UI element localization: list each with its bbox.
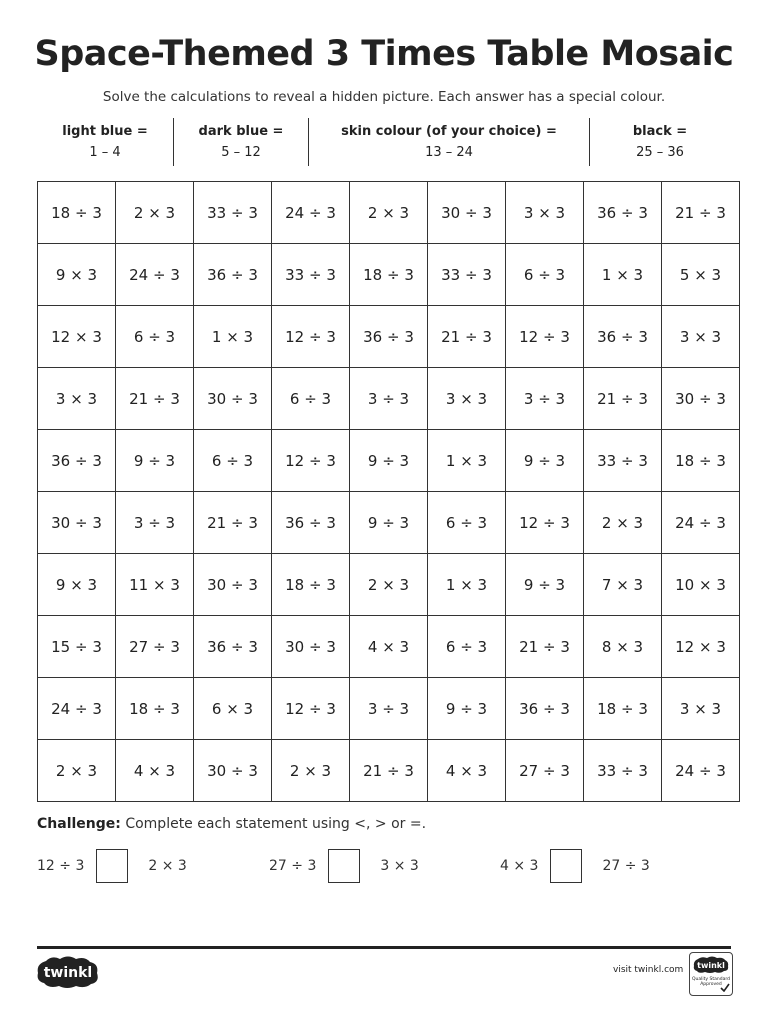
grid-cell[interactable]: 4 × 3 [116, 740, 194, 802]
grid-cell[interactable]: 3 × 3 [662, 678, 740, 740]
statement-left: 27 ÷ 3 [269, 858, 317, 874]
answer-box[interactable] [550, 849, 582, 883]
statement-left: 12 ÷ 3 [37, 858, 85, 874]
grid-cell[interactable]: 7 × 3 [584, 554, 662, 616]
grid-row [38, 244, 740, 306]
challenge-text: Complete each statement using <, > or =. [120, 816, 427, 832]
grid-row [38, 182, 740, 244]
grid-cell[interactable]: 12 ÷ 3 [272, 678, 350, 740]
key-range: 25 – 36 [636, 145, 684, 160]
challenge-instructions [37, 816, 426, 832]
grid-cell[interactable]: 6 ÷ 3 [194, 430, 272, 492]
grid-cell[interactable]: 9 ÷ 3 [350, 492, 428, 554]
grid-cell[interactable]: 36 ÷ 3 [38, 430, 116, 492]
grid-cell[interactable]: 6 ÷ 3 [116, 306, 194, 368]
grid-cell[interactable]: 3 ÷ 3 [350, 368, 428, 430]
grid-cell[interactable]: 36 ÷ 3 [194, 616, 272, 678]
comparison-statement [269, 849, 419, 883]
key-black [590, 118, 730, 166]
grid-cell[interactable]: 12 ÷ 3 [272, 306, 350, 368]
grid-row [38, 430, 740, 492]
grid-cell[interactable]: 33 ÷ 3 [428, 244, 506, 306]
challenge-label: Challenge: [37, 816, 121, 832]
grid-cell[interactable]: 30 ÷ 3 [272, 616, 350, 678]
grid-cell[interactable]: 18 ÷ 3 [662, 430, 740, 492]
grid-cell[interactable]: 21 ÷ 3 [428, 306, 506, 368]
grid-cell[interactable]: 3 ÷ 3 [116, 492, 194, 554]
grid-cell[interactable]: 9 × 3 [38, 244, 116, 306]
visit-link[interactable]: visit twinkl.com [613, 965, 684, 975]
grid-cell[interactable]: 9 ÷ 3 [428, 678, 506, 740]
grid-cell[interactable]: 30 ÷ 3 [194, 368, 272, 430]
grid-cell[interactable]: 12 ÷ 3 [506, 492, 584, 554]
grid-row [38, 492, 740, 554]
grid-cell[interactable]: 18 ÷ 3 [116, 678, 194, 740]
grid-cell[interactable]: 24 ÷ 3 [662, 492, 740, 554]
comparison-statement [500, 849, 650, 883]
grid-row [38, 306, 740, 368]
answer-box[interactable] [96, 849, 128, 883]
logo-text: twinkl [43, 965, 93, 981]
grid-cell[interactable]: 9 ÷ 3 [506, 554, 584, 616]
statement-right: 27 ÷ 3 [602, 858, 650, 874]
grid-cell[interactable]: 9 ÷ 3 [116, 430, 194, 492]
grid-cell[interactable]: 3 × 3 [428, 368, 506, 430]
grid-row [38, 740, 740, 802]
grid-cell[interactable]: 21 ÷ 3 [506, 616, 584, 678]
grid-cell[interactable]: 33 ÷ 3 [272, 244, 350, 306]
grid-cell[interactable]: 9 × 3 [38, 554, 116, 616]
grid-cell[interactable]: 12 × 3 [662, 616, 740, 678]
grid-cell[interactable]: 36 ÷ 3 [584, 306, 662, 368]
twinkl-logo-graphic [36, 955, 100, 989]
instructions: Solve the calculations to reveal a hidden picture. Each answer has a special colour. [102, 89, 666, 105]
grid-cell[interactable]: 21 ÷ 3 [194, 492, 272, 554]
grid-cell[interactable]: 33 ÷ 3 [194, 182, 272, 244]
grid-cell[interactable]: 9 ÷ 3 [506, 430, 584, 492]
grid-cell[interactable]: 1 × 3 [428, 554, 506, 616]
grid-cell[interactable]: 18 ÷ 3 [272, 554, 350, 616]
key-label: dark blue = [198, 124, 284, 139]
key-dark-blue [174, 118, 309, 166]
grid-cell[interactable]: 2 × 3 [584, 492, 662, 554]
grid-cell[interactable]: 27 ÷ 3 [506, 740, 584, 802]
comparison-statement [37, 849, 187, 883]
key-range: 1 – 4 [89, 145, 121, 160]
footer-divider [37, 946, 731, 949]
grid-cell[interactable]: 33 ÷ 3 [584, 740, 662, 802]
grid-cell[interactable]: 21 ÷ 3 [350, 740, 428, 802]
grid-cell[interactable]: 30 ÷ 3 [38, 492, 116, 554]
grid-cell[interactable]: 6 ÷ 3 [428, 492, 506, 554]
grid-cell[interactable]: 2 × 3 [350, 182, 428, 244]
grid-cell[interactable]: 21 ÷ 3 [116, 368, 194, 430]
grid-cell[interactable]: 1 × 3 [194, 306, 272, 368]
answer-box[interactable] [328, 849, 360, 883]
grid-row [38, 616, 740, 678]
grid-cell[interactable]: 24 ÷ 3 [662, 740, 740, 802]
checkmark-icon [720, 983, 730, 992]
grid-cell[interactable]: 3 × 3 [662, 306, 740, 368]
grid-cell[interactable]: 36 ÷ 3 [272, 492, 350, 554]
grid-cell[interactable]: 6 ÷ 3 [506, 244, 584, 306]
key-light-blue [37, 118, 174, 166]
twinkl-logo-icon [36, 955, 100, 993]
grid-cell[interactable]: 8 × 3 [584, 616, 662, 678]
statement-left: 4 × 3 [500, 858, 539, 874]
grid-cell[interactable]: 24 ÷ 3 [116, 244, 194, 306]
key-label: skin colour (of your choice) = [341, 124, 557, 139]
key-label: light blue = [62, 124, 148, 139]
grid-row [38, 368, 740, 430]
key-range: 13 – 24 [425, 145, 473, 160]
grid-cell[interactable]: 30 ÷ 3 [194, 740, 272, 802]
grid-cell[interactable]: 18 ÷ 3 [584, 678, 662, 740]
grid-cell[interactable]: 30 ÷ 3 [662, 368, 740, 430]
grid-cell[interactable]: 2 × 3 [38, 740, 116, 802]
quality-badge-icon [689, 952, 733, 996]
key-skin-colour [309, 118, 590, 166]
grid-cell[interactable]: 12 ÷ 3 [506, 306, 584, 368]
grid-cell[interactable]: 10 × 3 [662, 554, 740, 616]
grid-cell[interactable]: 21 ÷ 3 [662, 182, 740, 244]
grid-cell[interactable]: 4 × 3 [350, 616, 428, 678]
grid-cell[interactable]: 3 × 3 [506, 182, 584, 244]
grid-cell[interactable]: 24 ÷ 3 [272, 182, 350, 244]
grid-cell[interactable]: 18 ÷ 3 [38, 182, 116, 244]
grid-cell[interactable]: 5 × 3 [662, 244, 740, 306]
grid-cell[interactable]: 15 ÷ 3 [38, 616, 116, 678]
grid-cell[interactable]: 6 ÷ 3 [428, 616, 506, 678]
grid-cell[interactable]: 33 ÷ 3 [584, 430, 662, 492]
grid-cell[interactable]: 12 × 3 [38, 306, 116, 368]
key-range: 5 – 12 [221, 145, 261, 160]
badge-text: Quality Standard Approved [692, 977, 730, 987]
badge-logo-text: twinkl [697, 961, 725, 970]
statement-right: 3 × 3 [380, 858, 419, 874]
grid-cell[interactable]: 12 ÷ 3 [272, 430, 350, 492]
badge-logo-graphic [693, 956, 729, 974]
grid-cell[interactable]: 36 ÷ 3 [194, 244, 272, 306]
grid-cell[interactable]: 1 × 3 [428, 430, 506, 492]
grid-cell[interactable]: 2 × 3 [116, 182, 194, 244]
colour-key [37, 118, 730, 166]
key-label: black = [632, 124, 688, 139]
grid-cell[interactable]: 36 ÷ 3 [350, 306, 428, 368]
grid-cell[interactable]: 4 × 3 [428, 740, 506, 802]
grid-row [38, 678, 740, 740]
grid-cell[interactable]: 11 × 3 [116, 554, 194, 616]
grid-cell[interactable]: 6 ÷ 3 [272, 368, 350, 430]
grid-cell[interactable]: 3 ÷ 3 [350, 678, 428, 740]
grid-cell[interactable]: 3 × 3 [38, 368, 116, 430]
grid-cell[interactable]: 36 ÷ 3 [584, 182, 662, 244]
grid-cell[interactable]: 21 ÷ 3 [584, 368, 662, 430]
statement-right: 2 × 3 [148, 858, 187, 874]
grid-cell[interactable]: 30 ÷ 3 [194, 554, 272, 616]
mosaic-grid [37, 181, 740, 802]
grid-cell[interactable]: 24 ÷ 3 [38, 678, 116, 740]
page-title: Space-Themed 3 Times Table Mosaic [34, 34, 734, 74]
grid-cell[interactable]: 9 ÷ 3 [350, 430, 428, 492]
grid-cell[interactable]: 18 ÷ 3 [350, 244, 428, 306]
grid-cell[interactable]: 6 × 3 [194, 678, 272, 740]
grid-cell[interactable]: 36 ÷ 3 [506, 678, 584, 740]
grid-cell[interactable]: 2 × 3 [272, 740, 350, 802]
grid-cell[interactable]: 2 × 3 [350, 554, 428, 616]
grid-cell[interactable]: 1 × 3 [584, 244, 662, 306]
grid-row [38, 554, 740, 616]
grid-cell[interactable]: 3 ÷ 3 [506, 368, 584, 430]
grid-cell[interactable]: 30 ÷ 3 [428, 182, 506, 244]
grid-cell[interactable]: 27 ÷ 3 [116, 616, 194, 678]
